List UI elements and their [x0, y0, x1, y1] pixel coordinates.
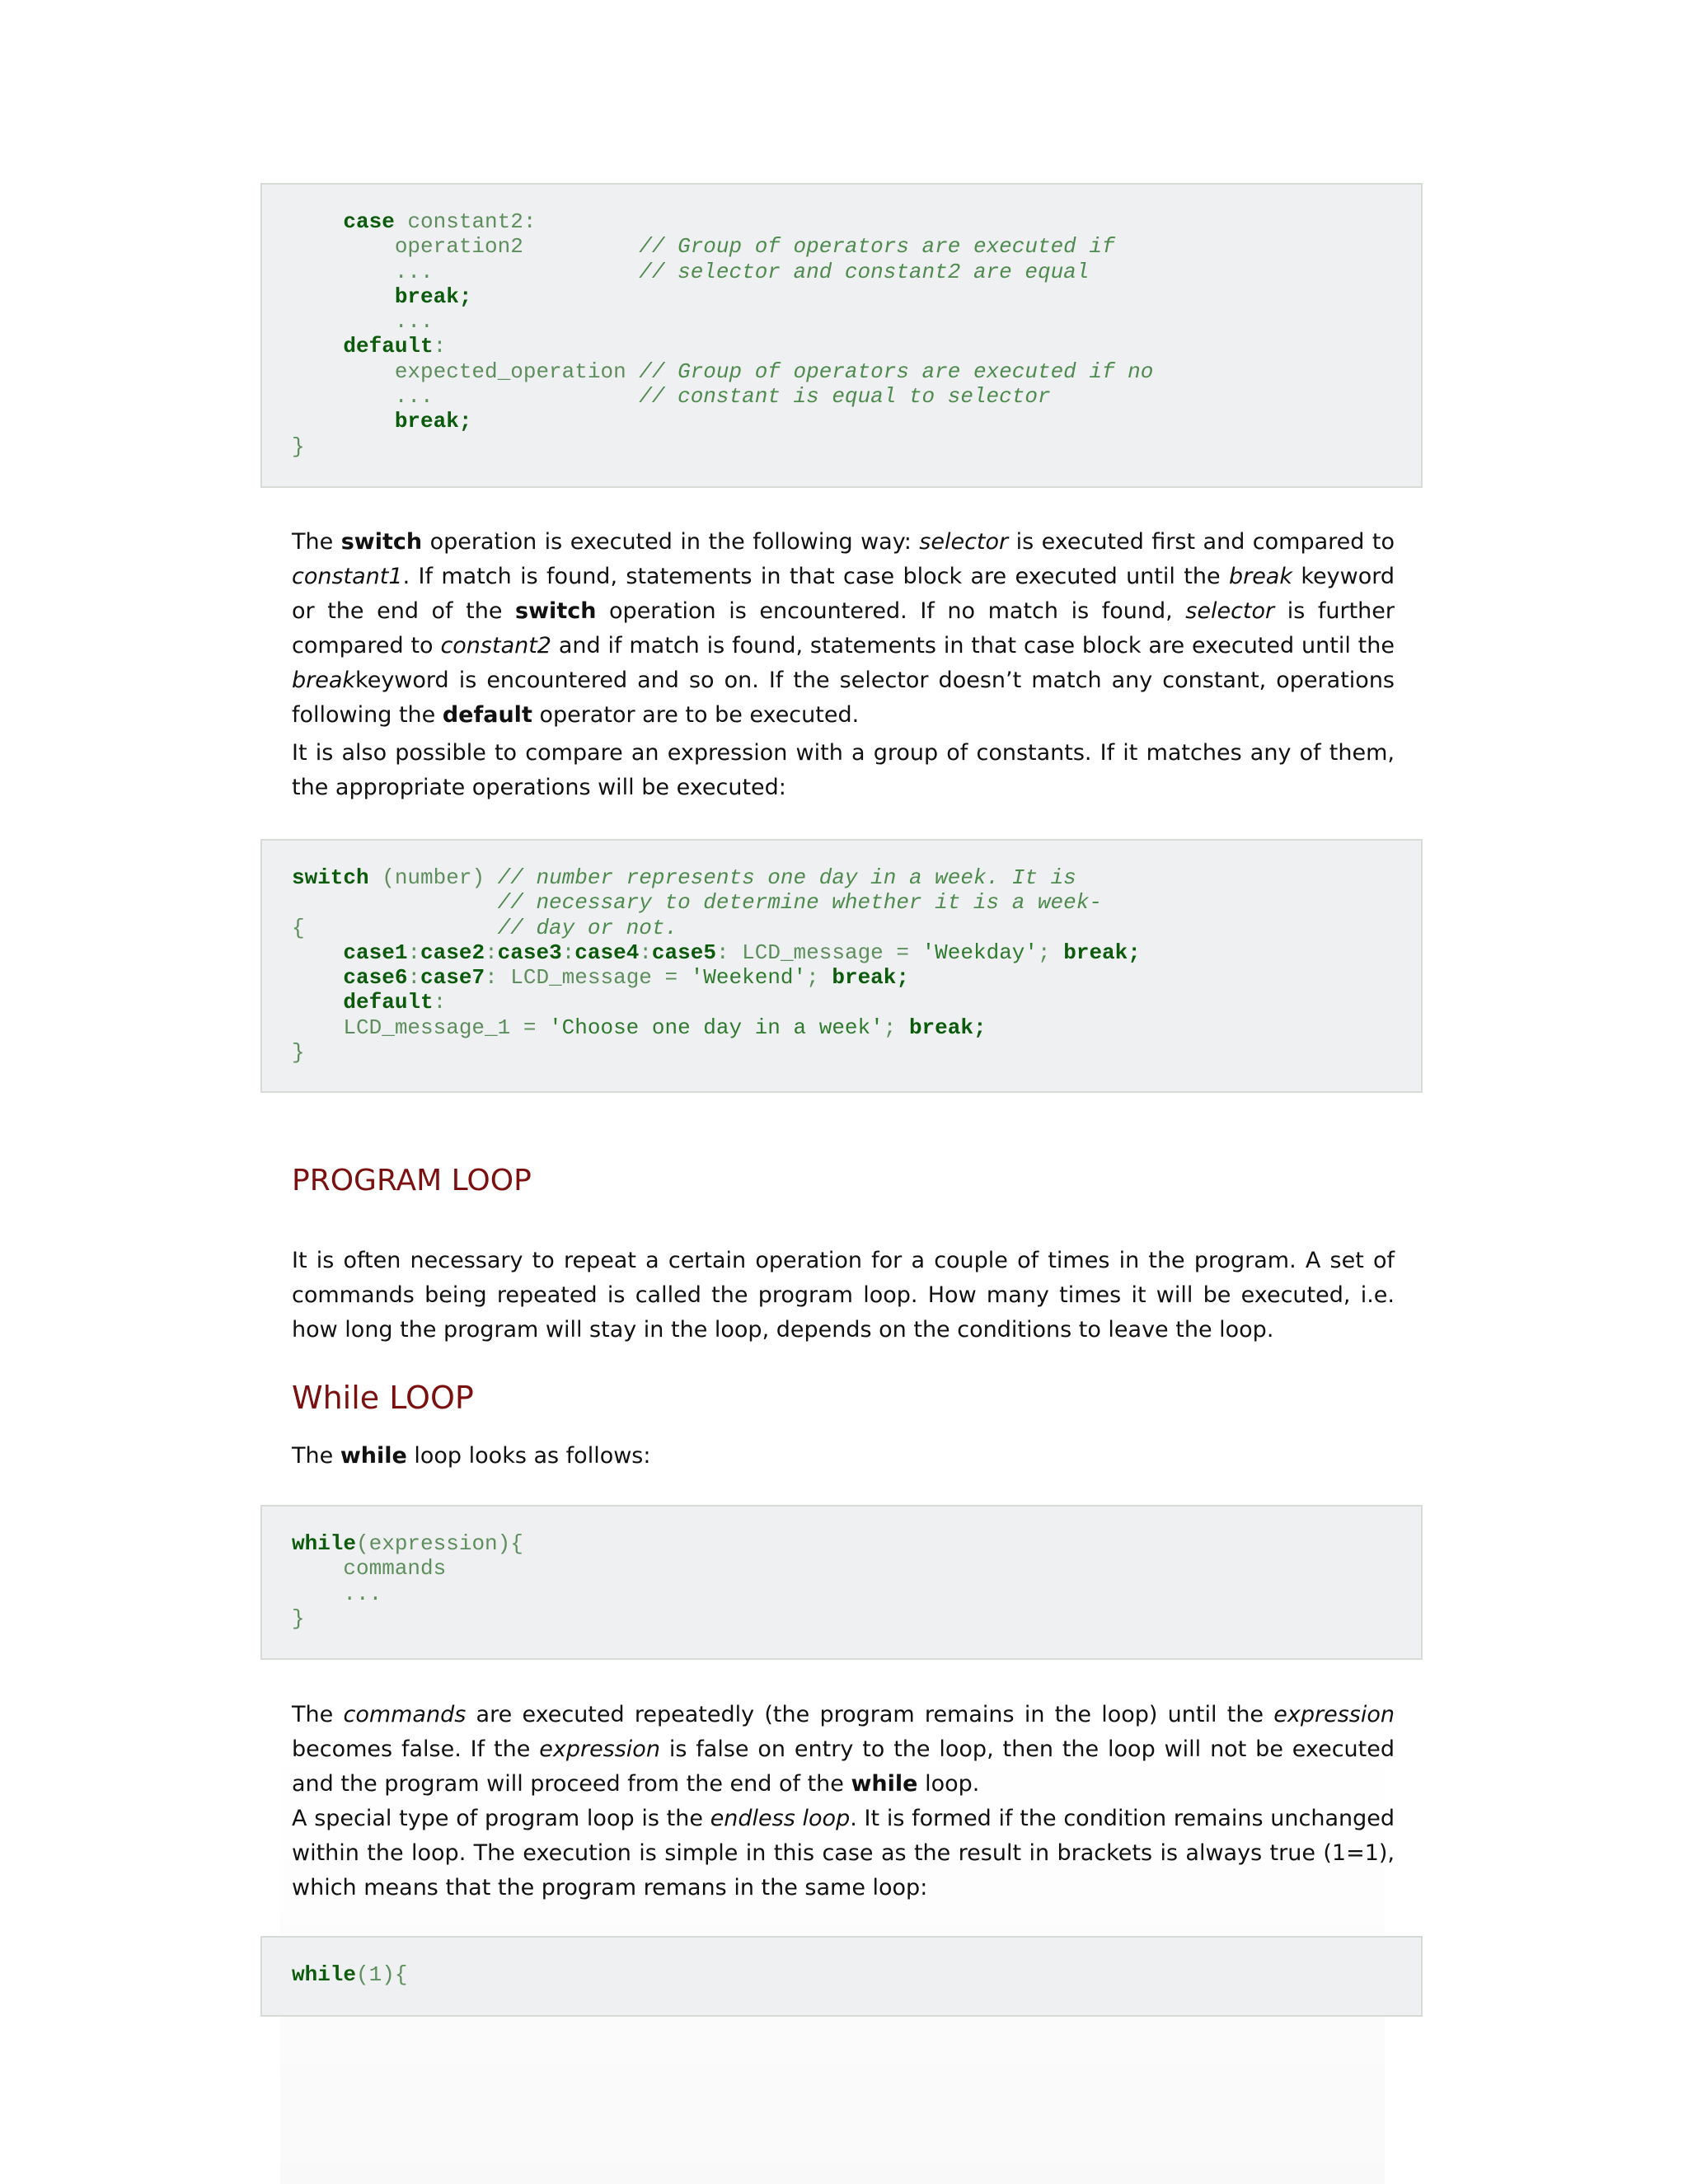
italic-term: endless loop	[710, 1806, 851, 1831]
code-keyword: case	[343, 209, 395, 234]
code-keyword: case3	[497, 940, 562, 965]
code-block-while	[260, 1505, 1423, 1660]
italic-term: selector	[1185, 598, 1275, 624]
code-string: 'Weekend'	[690, 965, 807, 991]
while-intro-paragraph: The while loop looks as follows:	[292, 1443, 651, 1469]
code-text: while(expression){ commands ... }	[292, 1531, 523, 1631]
code-keyword: switch	[292, 865, 369, 890]
code-comment: // necessary to determine whether it is a week-	[497, 890, 1102, 916]
code-block-while-endless	[260, 1936, 1423, 2017]
italic-term: constant1	[292, 564, 403, 589]
code-keyword: case2	[420, 940, 485, 965]
group-compare-paragraph: It is also possible to compare an expression with a group of constants. If it matches any of them, the appropriate operations will be executed:	[292, 740, 1395, 800]
italic-term: break	[1228, 564, 1292, 589]
bold-term: while	[340, 1443, 407, 1469]
code-keyword: break;	[908, 1015, 987, 1040]
code-keyword: case1	[343, 940, 408, 965]
italic-term: selector	[919, 529, 1009, 555]
code-text: while(1){	[292, 1962, 408, 1987]
code-string: 'Weekday'	[921, 940, 1039, 965]
code-string: 'Choose one day in a week'	[549, 1015, 884, 1040]
code-comment: // Group of operators are executed if	[639, 234, 1115, 260]
code-comment: // number represents one day in a week. It is	[497, 865, 1076, 890]
code-keyword: break;	[1063, 940, 1141, 965]
code-text: case constant2: operation2 // Group of operators are executed if ... // selector and constant2 are equal break; ... default: expected_operation // Group of operators are executed if no ... // constant is equal to selector break; }	[292, 209, 1154, 459]
code-keyword: break;	[394, 284, 472, 309]
code-block-switch-cases	[260, 183, 1423, 488]
code-keyword: case6	[343, 965, 408, 991]
endless-loop-paragraph: A special type of program loop is the endless loop. It is formed if the condition remains unchanged within the loop. The execution is simple in this case as the result in brackets is always true (1=1), which means that the program remans in the same loop:	[292, 1806, 1395, 1900]
code-keyword: default	[343, 990, 434, 1015]
code-comment: // day or not.	[497, 915, 678, 940]
bold-term: switch	[340, 529, 423, 555]
code-text: switch (number) // number represents one day in a week. It is // necessary to determine whether it is a week- { // day or not. case1:case2:case3:case4:case5: LCD_message = 'Weekday'; break; case6:case7: LCD_message = 'Weekend'; break; default: LCD_message_1 = 'Choose one day in a week'; break; }	[292, 865, 1141, 1066]
switch-explanation-paragraph: The switch operation is executed in the following way: selector is executed first and compared to constant1. If match is found, statements in that case block are executed until the break keyword or the end of the switch operation is encountered. If no match is found, selector is further compared to constant2 and if match is found, statements in that case block are executed until the breakkeyword is encountered and so on. If the selector doesn’t match any constant, operations following the default operator are to be executed.	[292, 529, 1395, 728]
while-description-paragraph: The commands are executed repeatedly (the program remains in the loop) until the expression becomes false. If the expression is false on entry to the loop, then the loop will not be executed and the program will proceed from the end of the while loop.	[292, 1702, 1395, 1797]
code-keyword: case5	[651, 940, 716, 965]
bold-term: switch	[515, 598, 597, 624]
italic-term: break	[292, 668, 356, 693]
italic-term: expression	[1273, 1702, 1395, 1727]
italic-term: commands	[343, 1702, 467, 1727]
code-block-switch-weekday	[260, 839, 1423, 1093]
heading-program-loop: PROGRAM LOOP	[292, 1164, 532, 1197]
program-loop-paragraph: It is often necessary to repeat a certain operation for a couple of times in the program. A set of commands being repeated is called the program loop. How many times it will be executed, i.e. how long the program will stay in the loop, depends on the conditions to leave the loop.	[292, 1248, 1395, 1343]
code-keyword: while	[292, 1531, 357, 1556]
heading-while-loop: While LOOP	[292, 1380, 474, 1416]
code-keyword: case7	[420, 965, 485, 991]
code-comment: // selector and constant2 are equal	[639, 259, 1090, 284]
bold-term: default	[442, 702, 532, 728]
italic-term: expression	[539, 1736, 660, 1762]
code-keyword: case4	[574, 940, 640, 965]
code-comment: // constant is equal to selector	[639, 384, 1051, 410]
code-keyword: break;	[832, 965, 909, 991]
bold-term: while	[851, 1771, 918, 1797]
code-keyword: break;	[394, 409, 472, 434]
code-keyword: while	[292, 1962, 357, 1987]
italic-term: constant2	[440, 633, 551, 658]
code-keyword: default	[343, 334, 434, 359]
code-comment: // Group of operators are executed if no	[639, 359, 1154, 384]
